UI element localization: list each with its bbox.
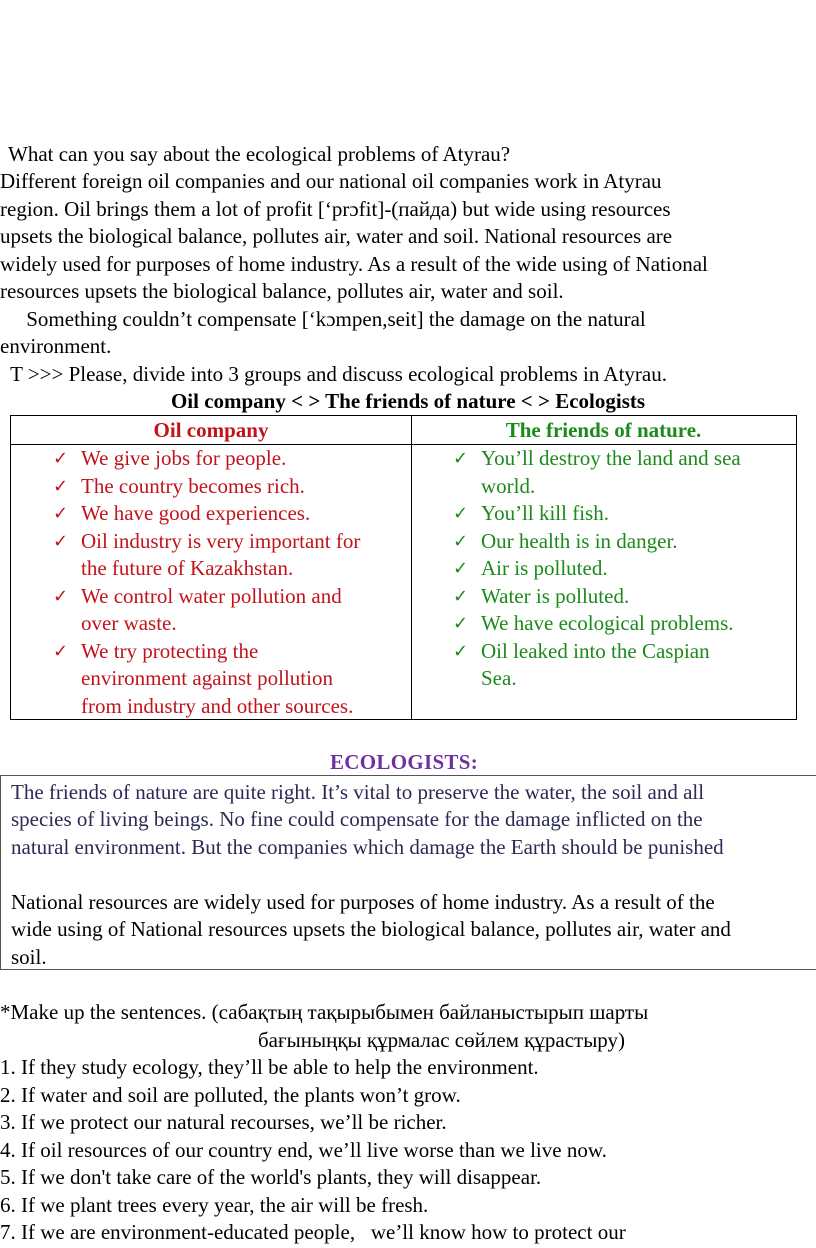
friends-of-nature-item	[411, 583, 796, 611]
friends-of-nature-item-text: Our health is in danger.	[481, 528, 678, 553]
paragraph1-line-4: widely used for purposes of home industry. As a result of the wide using of National	[0, 252, 708, 276]
task-line: T >>> Please, divide into 3 groups and discuss ecological problems in Atyrau.	[0, 362, 667, 386]
friends-of-nature-header: The friends of nature.	[505, 418, 702, 442]
paragraph2-line-2: environment.	[0, 334, 112, 358]
sentence-7: 7. If we are environment-educated people, we’ll know how to protect our	[0, 1220, 626, 1244]
make-up-instruction-line-2: бағыныңқы құрмалас сөйлем құрастыру)	[258, 1028, 626, 1052]
make-up-instruction-line-1: *Make up the sentences. (сабақтың тақырыбымен байланыстырып шарты	[0, 1000, 649, 1024]
friends-of-nature-item-text: Sea.	[481, 666, 517, 690]
paragraph1-line-2: region. Oil brings them a lot of profit [‘prɔfit]-(пайда) but wide using resources	[0, 197, 671, 221]
checkmark-icon: ✓	[453, 558, 469, 579]
checkmark-icon: ✓	[453, 585, 469, 607]
oil-company-item-text: over waste.	[81, 611, 177, 635]
oil-company-item	[11, 473, 411, 501]
oil-company-item	[11, 528, 411, 583]
sentence-3: 3. If we protect our natural recourses, we’ll be richer.	[0, 1110, 447, 1134]
paragraph1-line-3: upsets the biological balance, pollutes air, water and soil. National resources are	[0, 224, 673, 248]
checkmark-icon: ✓	[53, 503, 69, 524]
friends-of-nature-list	[411, 445, 796, 693]
oil-company-header: Oil company	[153, 418, 269, 442]
ecologists-title: ECOLOGISTS:	[330, 750, 479, 774]
oil-company-item	[11, 583, 411, 638]
sentence-5: 5. If we don't take care of the world's plants, they will disappear.	[0, 1165, 542, 1189]
ecologists-block1-line-3: natural environment. But the companies which damage the Earth should be punished	[11, 835, 724, 859]
checkmark-icon: ✓	[453, 613, 469, 634]
friends-of-nature-item	[411, 500, 796, 528]
ecologists-box	[0, 775, 816, 970]
ecologists-block1-line-2: species of living beings. No fine could compensate for the damage inflicted on the	[11, 807, 703, 831]
groups-line: Oil company < > The friends of nature < > Ecologists	[170, 389, 646, 413]
paragraph2-line-1: Something couldn’t compensate [‘kɔmpen,seit] the damage on the natural	[0, 307, 646, 331]
friends-of-nature-item-text: We have ecological problems.	[481, 611, 734, 635]
oil-company-list	[11, 445, 411, 720]
friends-of-nature-item	[411, 610, 796, 638]
sentence-6: 6. If we plant trees every year, the air will be fresh.	[0, 1193, 429, 1217]
oil-company-item-text: environment against pollution	[81, 666, 333, 690]
checkmark-icon: ✓	[53, 475, 69, 497]
ecologists-block2-line-2: wide using of National resources upsets the biological balance, pollutes air, water and	[11, 917, 731, 941]
checkmark-icon: ✓	[453, 448, 469, 469]
oil-company-item-text: We try protecting the	[81, 638, 259, 663]
friends-of-nature-item-text: Oil leaked into the Caspian	[481, 638, 710, 663]
friends-of-nature-item	[411, 638, 796, 693]
friends-of-nature-item-text: You’ll destroy the land and sea	[481, 446, 741, 470]
friends-of-nature-item	[411, 555, 796, 583]
oil-company-item-text: We control water pollution and	[81, 583, 342, 608]
oil-company-item-text: The country becomes rich.	[81, 473, 305, 498]
oil-company-item-text: We have good experiences.	[81, 501, 311, 525]
checkmark-icon: ✓	[53, 640, 69, 662]
oil-company-item-text: Oil industry is very important for	[81, 528, 361, 553]
oil-company-item	[11, 500, 411, 528]
question-heading: What can you say about the ecological problems of Atyrau?	[8, 142, 511, 166]
opinions-table	[10, 415, 797, 720]
paragraph1-line-1: Different foreign oil companies and our national oil companies work in Atyrau	[0, 169, 662, 193]
sentence-1: 1. If they study ecology, they’ll be able to help the environment.	[0, 1055, 539, 1079]
checkmark-icon: ✓	[53, 585, 69, 607]
checkmark-icon: ✓	[453, 640, 469, 662]
friends-of-nature-item	[411, 528, 796, 556]
sentence-2: 2. If water and soil are polluted, the plants won’t grow.	[0, 1083, 461, 1107]
oil-company-item-text: from industry and other sources.	[81, 693, 354, 718]
sentence-4: 4. If oil resources of our country end, we’ll live worse than we live now.	[0, 1138, 607, 1162]
ecologists-block1-line-1: The friends of nature are quite right. It’s vital to preserve the water, the soil and all	[11, 780, 705, 804]
ecologists-block2-line-1: National resources are widely used for purposes of home industry. As a result of the	[11, 890, 715, 914]
friends-of-nature-item-text: Air is polluted.	[481, 556, 608, 580]
friends-of-nature-item	[411, 445, 796, 500]
checkmark-icon: ✓	[53, 530, 69, 552]
checkmark-icon: ✓	[53, 448, 69, 469]
checkmark-icon: ✓	[453, 503, 469, 524]
checkmark-icon: ✓	[453, 530, 469, 552]
oil-company-item	[11, 445, 411, 473]
friends-of-nature-item-text: Water is polluted.	[481, 583, 630, 608]
paragraph1-line-5: resources upsets the biological balance, pollutes air, water and soil.	[0, 279, 564, 303]
oil-company-item-text: We give jobs for people.	[81, 446, 287, 470]
oil-company-item-text: the future of Kazakhstan.	[81, 556, 294, 580]
ecologists-block2-line-3: soil.	[11, 945, 47, 969]
oil-company-item	[11, 638, 411, 721]
friends-of-nature-item-text: You’ll kill fish.	[481, 501, 609, 525]
friends-of-nature-item-text: world.	[481, 473, 536, 498]
